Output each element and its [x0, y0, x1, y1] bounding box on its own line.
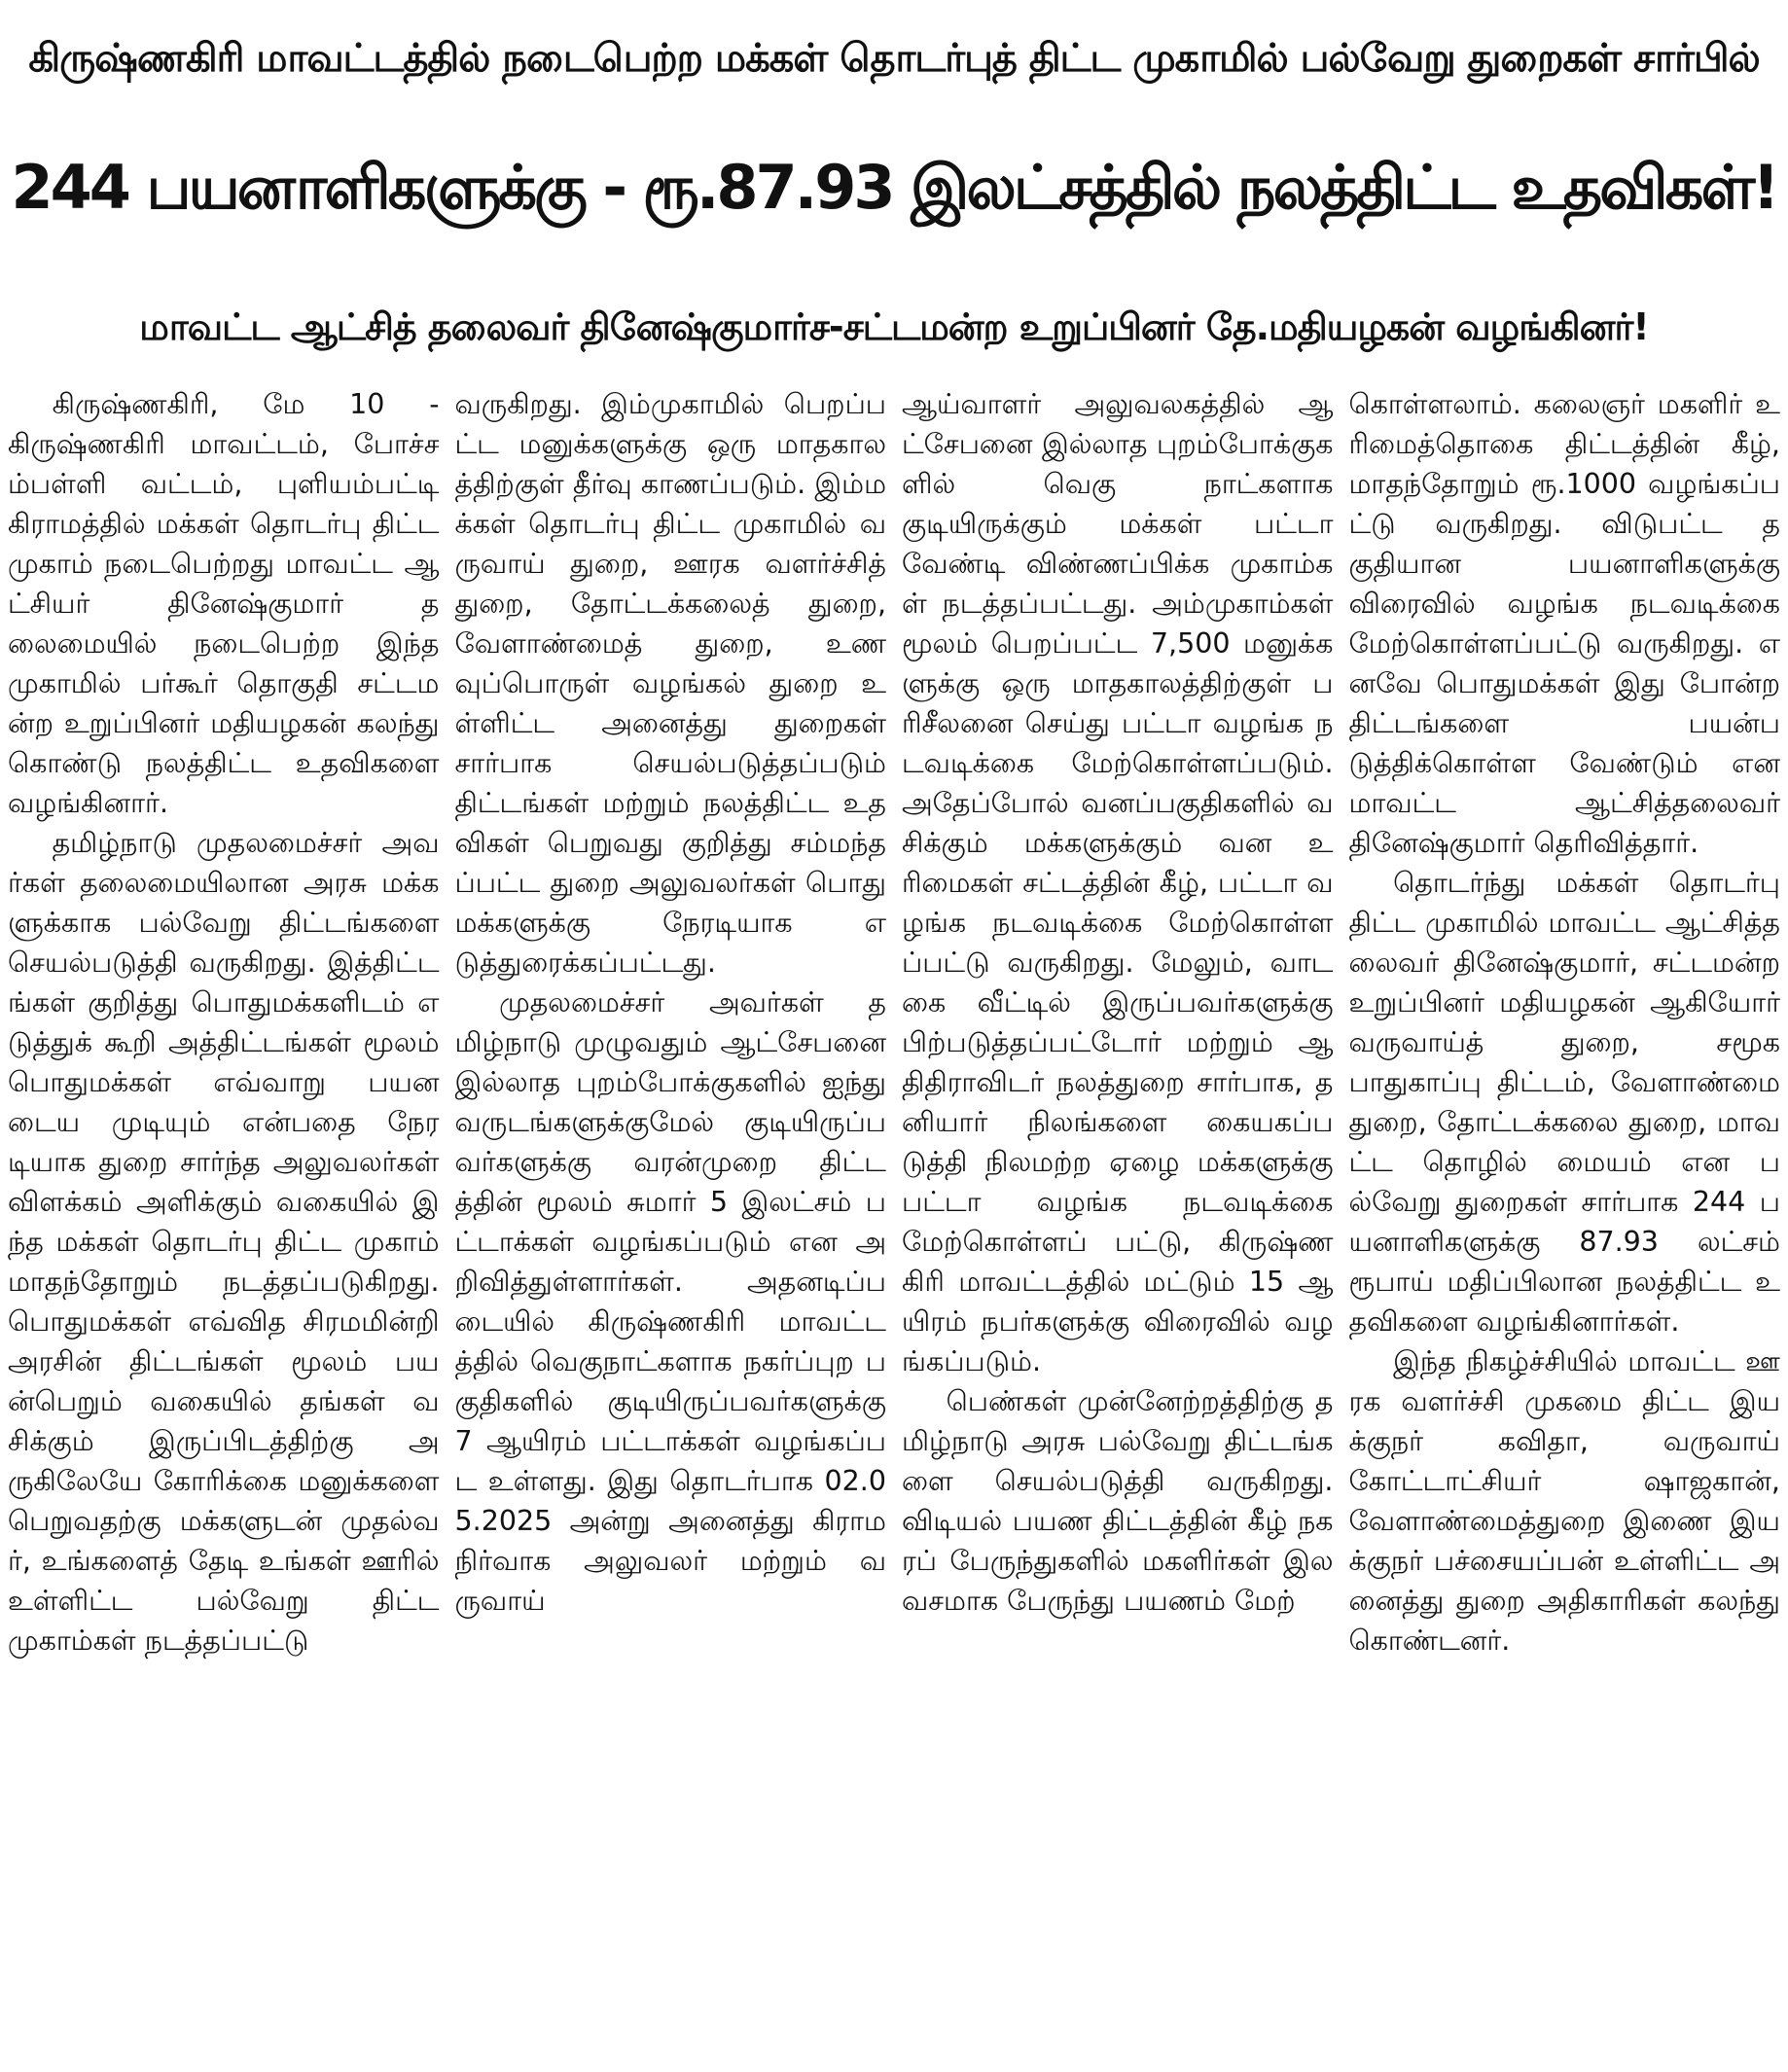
article-column-2 — [455, 384, 887, 2057]
paragraph: இந்த நிகழ்ச்சியில் மாவட்ட ஊரக வளர்ச்சி முகமை திட்ட இயக்குநர் கவிதா, வருவாய் கோட்டாட்சியர் ஷாஜகான், வேளாண்மைத்துறை இணை இயக்குநர் பச்சையப்பன் உள்ளிட்ட அனைத்து துறை அதிகாரிகள் கலந்து கொண்டனர். — [1348, 1345, 1780, 1657]
article-column-4 — [1349, 384, 1781, 2057]
article-body — [8, 384, 1780, 2057]
paragraph: வருகிறது. இம்முகாமில் பெறப்பட்ட மனுக்களுக்கு ஒரு மாதகாலத்திற்குள் தீர்வு காணப்படும். இம்மக்கள் தொடர்பு திட்ட முகாமில் வருவாய் துறை, ஊரக வளர்ச்சித் துறை, தோட்டக்கலைத் துறை, வேளாண்மைத் துறை, உணவுப்பொருள் வழங்கல் துறை உள்ளிட்ட அனைத்து துறைகள் சார்பாக செயல்படுத்தப்படும் திட்டங்கள் மற்றும் நலத்திட்ட உதவிகள் பெறுவது குறித்து சம்மந்தப்பட்ட துறை அலுவலர்கள் பொது மக்களுக்கு நேரடியாக எடுத்துரைக்கப்பட்டது. — [454, 388, 886, 979]
paragraph: பெண்கள் முன்னேற்றத்திற்கு தமிழ்நாடு அரசு பல்வேறு திட்டங்களை செயல்படுத்தி வருகிறது. விடியல் பயண திட்டத்தின் கீழ் நகரப் பேருந்துகளில் மகளிர்கள் இலவசமாக பேருந்து பயணம் மேற் — [902, 1385, 1334, 1617]
paragraph: தொடர்ந்து மக்கள் தொடர்பு திட்ட முகாமில் மாவட்ட ஆட்சித்தலைவர் தினேஷ்குமார், சட்டமன்ற உறுப்பினர் மதியழகன் ஆகியோர் வருவாய்த் துறை, சமூக பாதுகாப்பு திட்டம், வேளாண்மை துறை, தோட்டக்கலை துறை, மாவட்ட தொழில் மையம் என பல்வேறு துறைகள் சார்பாக 244 பயனாளிகளுக்கு 87.93 லட்சம் ரூபாய் மதிப்பிலான நலத்திட்ட உதவிகளை வழங்கினார்கள். — [1348, 867, 1780, 1338]
kicker-headline: கிருஷ்ணகிரி மாவட்டத்தில் நடைபெற்ற மக்கள் தொடர்புத் திட்ட முகாமில் பல்வேறு துறைகள் சார்பில் — [28, 36, 1760, 81]
paragraph: கொள்ளலாம். கலைஞர் மகளிர் உரிமைத்தொகை திட்டத்தின் கீழ், மாதந்தோறும் ரூ.1000 வழங்கப்பட்டு வருகிறது. விடுபட்ட தகுதியான பயனாளிகளுக்கு விரைவில் வழங்க நடவடிக்கை மேற்கொள்ளப்பட்டு வருகிறது. எனவே பொதுமக்கள் இது போன்ற திட்டங்களை பயன்படுத்திக்கொள்ள வேண்டும் என மாவட்ட ஆட்சித்தலைவர் தினேஷ்குமார் தெரிவித்தார். — [1348, 388, 1780, 859]
paragraph: தமிழ்நாடு முதலமைச்சர் அவர்கள் தலைமையிலான அரசு மக்களுக்காக பல்வேறு திட்டங்களை செயல்படுத்தி வருகிறது. இத்திட்டங்கள் குறித்து பொதுமக்களிடம் எடுத்துக் கூறி அத்திட்டங்கள் மூலம் பொதுமக்கள் எவ்வாறு பயனடைய முடியும் என்பதை நேரடியாக துறை சார்ந்த அலுவலர்கள் விளக்கம் அளிக்கும் வகையில் இந்த மக்கள் தொடர்பு திட்ட முகாம் மாதந்தோறும் நடத்தப்படுகிறது. பொதுமக்கள் எவ்வித சிரமமின்றி அரசின் திட்டங்கள் மூலம் பயன்பெறும் வகையில் தங்கள் வசிக்கும் இருப்பிடத்திற்கு அருகிலேயே கோரிக்கை மனுக்களை பெறுவதற்கு மக்களுடன் முதல்வர், உங்களைத் தேடி உங்கள் ஊரில் உள்ளிட்ட பல்வேறு திட்ட முகாம்கள் நடத்தப்பட்டு — [8, 827, 440, 1657]
paragraph: கிருஷ்ணகிரி, மே 10 - கிருஷ்ணகிரி மாவட்டம், போச்சம்பள்ளி வட்டம், புளியம்பட்டி கிராமத்தில் மக்கள் தொடர்பு திட்ட முகாம் நடைபெற்றது மாவட்ட ஆட்சியர் தினேஷ்குமார் தலைமையில் நடைபெற்ற இந்த முகாமில் பர்கூர் தொகுதி சட்டமன்ற உறுப்பினர் மதியழகன் கலந்து கொண்டு நலத்திட்ட உதவிகளை வழங்கினார். — [8, 388, 440, 819]
article-column-3 — [902, 384, 1334, 2057]
paragraph: முதலமைச்சர் அவர்கள் தமிழ்நாடு முழுவதும் ஆட்சேபனை இல்லாத புறம்போக்குகளில் ஐந்து வருடங்களுக்குமேல் குடியிருப்பவர்களுக்கு வரன்முறை திட்டத்தின் மூலம் சுமார் 5 இலட்சம் பட்டாக்கள் வழங்கப்படும் என அறிவித்துள்ளார்கள். அதனடிப்படையில் கிருஷ்ணகிரி மாவட்டத்தில் வெகுநாட்களாக நகர்ப்புற பகுதிகளில் குடியிருப்பவர்களுக்கு 7 ஆயிரம் பட்டாக்கள் வழங்கப்பட உள்ளது. இது தொடர்பாக 02.05.2025 அன்று அனைத்து கிராம நிர்வாக அலுவலர் மற்றும் வருவாய் — [454, 986, 886, 1617]
main-headline: 244 பயனாளிகளுக்கு - ரூ.87.93 இலட்சத்தில் நலத்திட்ட உதவிகள்! — [11, 152, 1777, 223]
article-column-1 — [8, 384, 440, 2057]
paragraph: ஆய்வாளர் அலுவலகத்தில் ஆட்சேபனை இல்லாத புறம்போக்குகளில் வெகு நாட்களாக குடியிருக்கும் மக்கள் பட்டா வேண்டி விண்ணப்பிக்க முகாம்கள் நடத்தப்பட்டது. அம்முகாம்கள் மூலம் பெறப்பட்ட 7,500 மனுக்களுக்கு ஒரு மாதகாலத்திற்குள் பரிசீலனை செய்து பட்டா வழங்க நடவடிக்கை மேற்கொள்ளப்படும். அதேப்போல் வனப்பகுதிகளில் வசிக்கும் மக்களுக்கும் வன உரிமைகள் சட்டத்தின் கீழ், பட்டா வழங்க நடவடிக்கை மேற்கொள்ளப்பட்டு வருகிறது. மேலும், வாடகை வீட்டில் இருப்பவர்களுக்கு பிற்படுத்தப்பட்டோர் மற்றும் ஆதிதிராவிடர் நலத்துறை சார்பாக, தனியார் நிலங்களை கையகப்படுத்தி நிலமற்ற ஏழை மக்களுக்கு பட்டா வழங்க நடவடிக்கை மேற்கொள்ளப் பட்டு, கிருஷ்ணகிரி மாவட்டத்தில் மட்டும் 15 ஆயிரம் நபர்களுக்கு விரைவில் வழங்கப்படும். — [902, 388, 1334, 1377]
sub-headline: மாவட்ட ஆட்சித் தலைவர் தினேஷ்குமார்ச-சட்டமன்ற உறுப்பினர் தே.மதியழகன் வழங்கினர்! — [139, 305, 1649, 348]
